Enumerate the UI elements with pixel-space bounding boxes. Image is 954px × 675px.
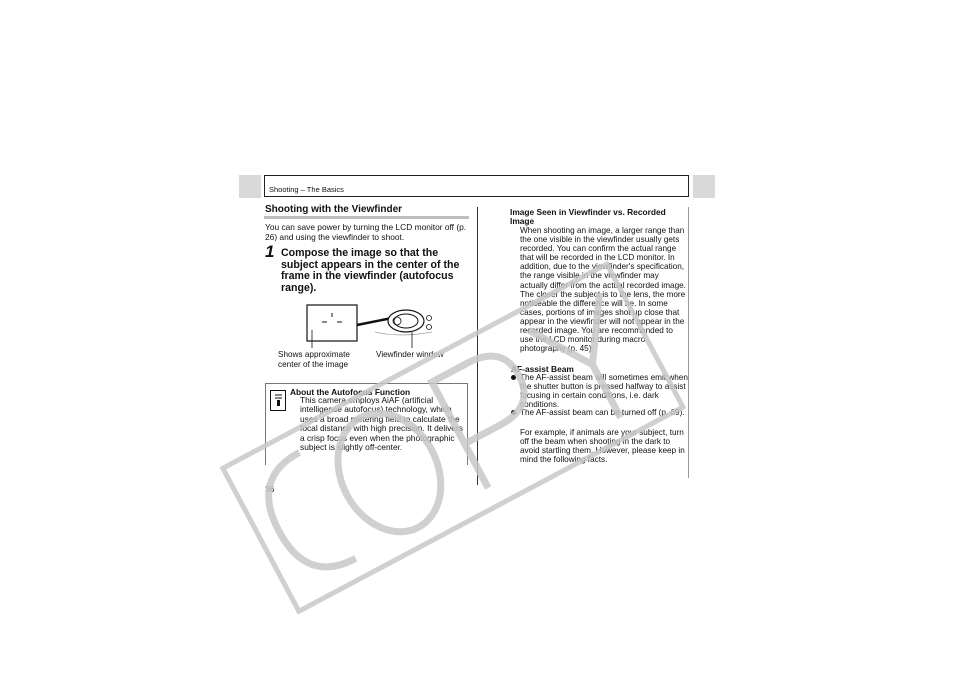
right-edge-rule <box>688 207 689 478</box>
af-assist-bullet-2: The AF-assist beam can be turned off (p. 69). <box>520 408 685 417</box>
section-rule <box>264 216 469 219</box>
right-page-tab <box>693 175 715 198</box>
note-icon <box>270 390 286 411</box>
breadcrumb: Shooting – The Basics <box>269 185 344 194</box>
section-intro: You can save power by turning the LCD monitor off (p. 26) and using the viewfinder to shoot. <box>265 222 467 242</box>
viewfinder-frame <box>307 305 357 341</box>
af-assist-bullet-1: The AF-assist beam will sometimes emit when the shutter button is pressed halfway to assist focusing in certain conditions, i.e. dark conditions. <box>520 373 688 410</box>
viewfinder-figure <box>300 302 450 350</box>
step-number: 1 <box>265 242 275 261</box>
note-title: About the Autofocus Function <box>290 387 411 397</box>
note-body: This camera employs AiAF (artificial intelligence autofocus) technology, which uses a broad metering field to calculate the focal distance with high precision. It delivers a crisp focus even when the photographic subject is slightly off-center. <box>300 395 463 453</box>
caption-center-mark: Shows approximate center of the image <box>278 350 350 369</box>
viewfinder-vs-recorded-body: When shooting an image, a larger range than the one visible in the viewfinder usually gets recorded. You can confirm the actual range that will be recorded in the LCD monitor. In addition, due to the viewfinder's specification, the range visible in the viewfinder may actually differ from the actual recorded image. The closer the subject is to the lens, the more noticeable the difference will be. In some cases, portions of images shot up close that appear in the viewfinder will not appear in the recorded image. You are recommended to use the LCD monitor during macro photography (p. 45). <box>520 226 686 354</box>
step-text: Compose the image so that the subject appears in the center of the frame in the viewfinder (autofocus range). <box>281 247 460 294</box>
section-title: Shooting with the Viewfinder <box>265 204 403 215</box>
indicator-lamp-2 <box>427 325 432 330</box>
column-divider <box>477 207 478 485</box>
caption-viewfinder-window: Viewfinder window <box>376 350 444 359</box>
watermark-letter-c <box>251 452 356 584</box>
left-page-tab <box>239 175 261 198</box>
af-assist-bullet-2-detail: For example, if animals are your subject, turn off the beam when shooting in the dark to avoid startling them. However, please keep in mind the following facts. <box>520 428 685 465</box>
page-number: 36 <box>265 484 275 494</box>
af-assist-title: AF-assist Beam <box>511 364 574 374</box>
viewfinder-vs-recorded-title: Image Seen in Viewfinder vs. Recorded Image <box>510 207 666 227</box>
indicator-lamp-1 <box>427 316 432 321</box>
pointer-line <box>357 318 392 325</box>
eyepiece-inner <box>394 314 418 328</box>
